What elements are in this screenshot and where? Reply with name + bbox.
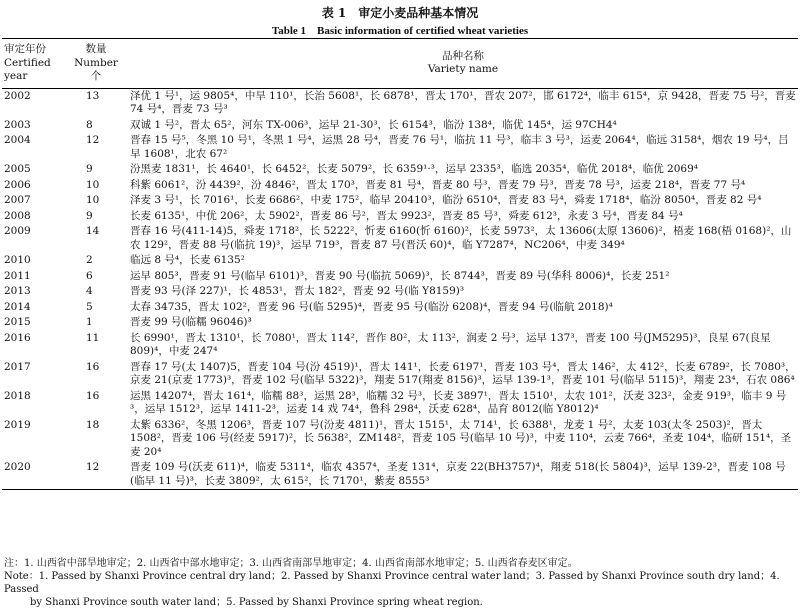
year-cell: 2017 [4,360,31,373]
table-row [2,460,798,490]
year-cell: 2006 [4,178,31,191]
number-cell: 1 [86,316,93,328]
header-variety [128,39,798,89]
number-cell: 12 [86,134,100,146]
number-cell: 16 [86,360,100,373]
table-row [2,209,798,225]
table-title-cn: 表 1 审定小麦品种基本情况 [321,6,479,20]
note-cn: 注：1. 山西省中部旱地审定；2. 山西省中部水地审定；3. 山西省南部旱地审定；4. 山西省南部水地审定；5. 山西省春麦区审定。 [4,558,578,569]
table-row [2,284,798,300]
number-cell: 4 [86,285,93,297]
table-row [2,193,798,209]
varieties-table [2,38,798,490]
number-cell: 11 [86,331,100,344]
number-cell: 2 [86,254,93,266]
varieties-cell: 晋麦 109 号(沃麦 611)⁴，临麦 5311⁴，临农 4357⁴，圣麦 131⁴，京麦 22(BH3757)⁴，翔麦 518(长 5804)³，运早 139-2³，晋麦 108 号(临早 11 号)³，长麦 3809²，太 615²，长 7170¹，紫麦 8555³ [130,461,786,487]
varieties-cell: 运早 805³，晋麦 91 号(临早 6101)³，晋麦 90 号(临抗 5069)³，长 8744³，晋麦 89 号(华科 8006)⁴，长麦 251² [130,269,670,282]
number-cell: 18 [86,418,100,431]
header-year [2,39,64,89]
varieties-cell: 泽麦 3 号¹，长 7016¹，长麦 6686²，中麦 175²，临早 20410³，临汾 6510⁴，晋麦 83 号⁴，舜麦 1718⁴，临汾 8050⁴，晋麦 82 号⁴ [130,194,762,206]
header-year-cn: 审定年份 [4,43,46,55]
table-body [2,88,798,490]
table-row [2,331,798,360]
table-row [2,224,798,253]
table-row [2,389,798,418]
varieties-cell: 太紫 6336²，冬黑 1206³，晋麦 107 号(汾麦 4811)¹，晋太 1515¹，太 714¹，长 6388¹，龙麦 1 号²，太麦 103(太冬 2503)²，晋太 1508²，晋麦 106 号(经麦 5917)²，长 5638²，ZM148²，晋麦 105 号(临早 10 号)³，中麦 110⁴，云麦 766⁴，圣麦 104⁴，临研 151⁴，圣麦 20⁴ [130,418,792,458]
number-cell: 8 [86,118,93,131]
year-cell: 2016 [4,331,31,344]
header-variety-cn: 品种名称 [442,49,484,62]
year-cell: 2013 [4,285,31,297]
number-cell: 9 [86,209,93,222]
table-row [2,253,798,269]
table-row [2,178,798,194]
varieties-cell: 太春 34735，晋太 102²，晋麦 96 号(临 5295)⁴，晋麦 95 号(临汾 6208)⁴，晋麦 94 号(临航 2018)⁴ [130,300,613,313]
table-row [2,300,798,316]
number-cell: 16 [86,389,100,402]
year-cell: 2007 [4,194,31,206]
year-cell: 2014 [4,300,31,313]
number-cell: 12 [86,461,100,473]
table-header-row [2,39,798,89]
year-cell: 2015 [4,316,31,328]
year-cell: 2019 [4,418,31,431]
header-number-cn: 数量 [85,43,107,55]
year-cell: 2005 [4,163,31,175]
year-cell: 2002 [4,89,31,102]
number-cell: 5 [86,300,93,313]
varieties-cell: 晋春 15 号⁵，冬黑 10 号¹，冬黑 1 号⁴，运黑 28 号⁴，晋麦 76 号¹，临抗 11 号³，临丰 3 号³，运麦 2064⁴，临远 3158⁴，烟农 19 号⁴，吕早 1608¹，北农 67² [130,134,789,160]
varieties-cell: 晋麦 99 号(临糯 96046)³ [130,316,252,328]
header-year-en-2: year [4,70,28,82]
year-cell: 2018 [4,389,31,402]
table-notes [4,557,796,609]
header-number-unit: 个 [90,70,102,82]
number-cell: 10 [86,178,100,191]
number-cell: 10 [86,194,100,206]
number-cell: 9 [86,163,93,175]
year-cell: 2003 [4,118,31,131]
table-row [2,162,798,178]
table-row [2,269,798,285]
year-cell: 2011 [4,269,31,282]
table-row [2,118,798,134]
varieties-cell: 晋麦 93 号(泽 227)¹，长 4853¹，晋太 182²，晋麦 92 号(临 Y8159)³ [130,285,465,297]
varieties-cell: 科紫 6061²，汾 4439²，汾 4846²，晋太 170³，晋麦 81 号⁴，晋麦 80 号³，晋麦 79 号³，晋麦 78 号³，运麦 218⁴，晋麦 77 号⁴ [130,178,746,191]
note-en: Note：1. Passed by Shanxi Province central dry land；2. Passed by Shanxi Province central water land；3. Passed by Shanxi Province south dry land；4. Passed [4,571,780,595]
header-number-en: Number [74,56,118,69]
number-cell: 14 [86,225,100,237]
varieties-cell: 长麦 6135¹，中优 206²，太 5902²，晋麦 86 号²，晋太 9923²，晋麦 85 号³，舜麦 612³，永麦 3 号⁴，晋麦 84 号⁴ [130,209,683,222]
number-cell: 6 [86,269,93,282]
table-row [2,418,798,461]
table-row [2,315,798,331]
table-row [2,133,798,162]
header-year-en: Certified [4,56,51,69]
varieties-cell: 长 6990¹，晋太 1310¹，长 7080¹，晋太 114²，晋作 80²，太 113²，润麦 2 号³，运早 137³，晋麦 100 号(JM5295)³，良星 67(良星 809)⁴，中麦 247⁴ [130,331,771,357]
header-variety-en: Variety name [427,63,499,76]
header-number [64,39,128,89]
number-cell: 13 [86,89,100,102]
note-en-cont: by Shanxi Province south water land；5. Passed by Shanxi Province spring wheat region. [30,597,483,608]
table-row [2,360,798,389]
varieties-cell: 临远 8 号⁴，长麦 6135² [130,254,245,266]
varieties-cell: 运黑 14207⁴，晋太 161⁴，临糯 88³，运黑 28³，临糯 32 号³，长麦 3897¹，晋太 1510¹，太农 101²，沃麦 323²，金麦 919³，临丰 9 号³，运早 1512³，运早 1411-2³，运麦 14 戏 74⁴，鲁科 298⁴，沃麦 628⁴，品育 8012(临 Y8012)⁴ [130,389,787,415]
year-cell: 2004 [4,134,31,146]
varieties-cell: 晋春 17 号(太 1407)5，晋麦 104 号(汾 4519)¹，晋太 141¹，长麦 6197¹，晋麦 103 号⁴，晋太 146²，太 412²，长麦 6789²，长 7080³，京麦 21(京麦 1773)³，晋麦 102 号(临早 5322)³，翔麦 517(翔麦 8156)³，运早 139-1³，晋麦 101 号(临早 5115)³，翔麦 23⁴，石农 086⁴ [130,360,796,386]
varieties-cell: 双诚 1 号²，晋太 65²，河东 TX-006³，运早 21-30³，长 6154³，临汾 138⁴，临优 145⁴，运 97CH4⁴ [130,118,617,131]
year-cell: 2020 [4,461,31,473]
varieties-cell: 晋春 16 号(411-14)5，舜麦 1718²，长 5222²，忻麦 6160(忻 6160)²，长麦 5973²，太 13606(太原 13606)²，梧麦 168(梧 0168)²，山农 129²，晋麦 88 号(临抗 19)³，运早 719³，晋麦 87 号(晋沃 60)⁴，临 Y7287⁴，NC206⁴，中麦 349⁴ [130,225,792,251]
table-title-en: Table 1 Basic information of certified wheat varieties [271,25,529,37]
year-cell: 2009 [4,225,31,237]
varieties-cell: 泽优 1 号¹，运 9805⁴，中旱 110¹，长治 5608¹，长 6878¹，晋太 170¹，晋农 207²，邯 6172⁴，临丰 615⁴，京 9428，晋麦 75 号²，晋麦 74 号⁴，晋麦 73 号³ [130,89,796,115]
year-cell: 2008 [4,209,31,222]
year-cell: 2010 [4,254,31,266]
table-row [2,88,798,118]
varieties-cell: 汾黑麦 1831¹，长 4640¹，长 6452²，长麦 5079²，长 6359¹·³，运早 2335³，临选 2035⁴，临优 2018⁴，临优 2069⁴ [130,163,698,175]
